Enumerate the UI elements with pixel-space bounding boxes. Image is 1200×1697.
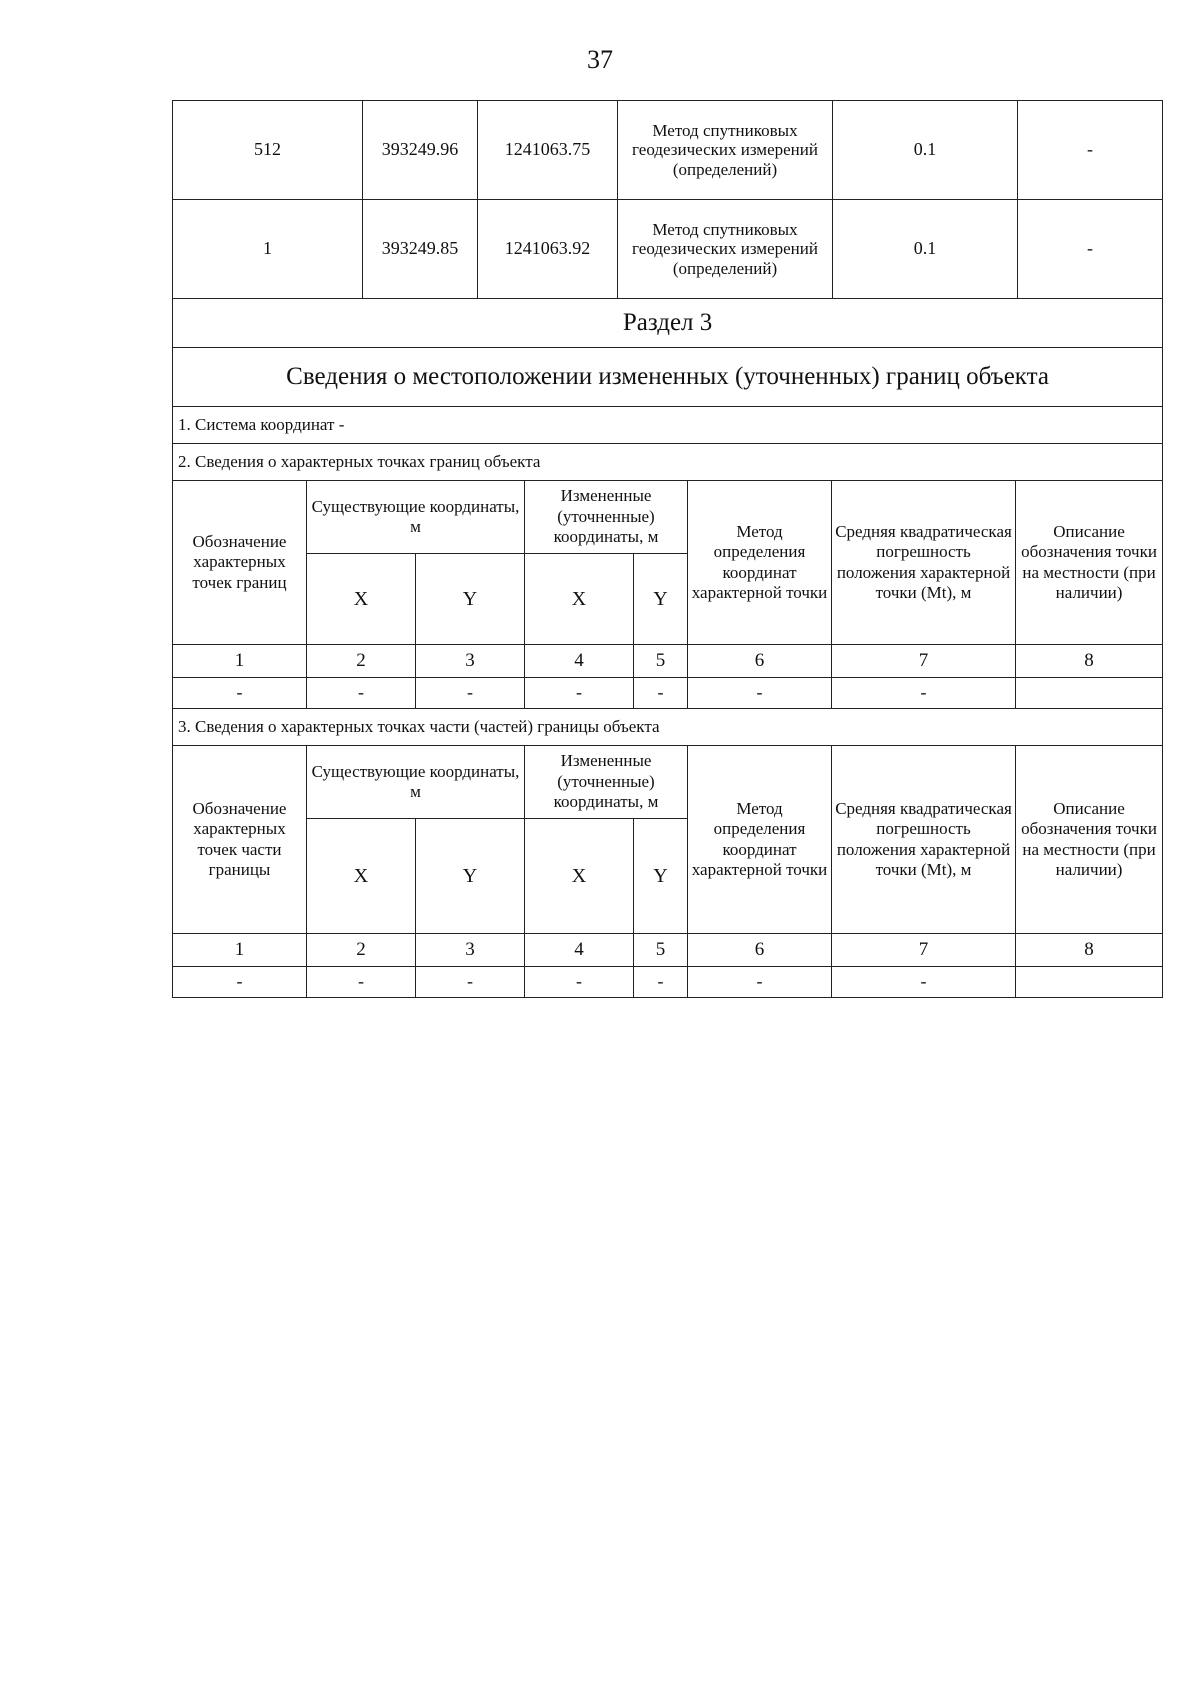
col-number: 5: [634, 934, 688, 967]
coordinate-system: 1. Система координат -: [173, 407, 1163, 444]
header-method: Метод определения координат характерной точки: [688, 481, 832, 645]
header-changed-coords: Измененные (уточненные) координаты, м: [525, 746, 688, 819]
table-cell: -: [173, 678, 307, 709]
table-cell: -: [688, 678, 832, 709]
table-cell: -: [307, 678, 416, 709]
header-y: Y: [634, 554, 688, 645]
coordinates-table-top: [172, 100, 1163, 299]
section-3-table: [172, 299, 1163, 998]
page-number: 37: [587, 45, 613, 74]
col-number: 7: [832, 645, 1016, 678]
header-existing-coords: Существующие координаты, м: [307, 481, 525, 554]
header-x: X: [307, 819, 416, 934]
table-cell: -: [832, 967, 1016, 998]
table-cell: -: [416, 678, 525, 709]
col-number: 2: [307, 645, 416, 678]
coord-y: 1241063.75: [478, 101, 618, 200]
method-cell: Метод спутниковых геодезических измерений (определений): [618, 200, 833, 299]
header-changed-coords: Измененные (уточненные) координаты, м: [525, 481, 688, 554]
col-number: 7: [832, 934, 1016, 967]
point-number: 512: [173, 101, 363, 200]
col-number: 3: [416, 645, 525, 678]
table-cell: [1016, 678, 1163, 709]
header-y: Y: [416, 554, 525, 645]
header-accuracy: Средняя квадратическая погрешность положения характерной точки (Mt), м: [832, 746, 1016, 934]
table-cell: [1016, 967, 1163, 998]
accuracy-cell: 0.1: [833, 200, 1018, 299]
header-point-designation: Обозначение характерных точек части границы: [173, 746, 307, 934]
column-number-row: [173, 934, 1163, 967]
header-x: X: [525, 819, 634, 934]
col-number: 6: [688, 645, 832, 678]
col-number: 6: [688, 934, 832, 967]
col-number: 5: [634, 645, 688, 678]
table-cell: -: [173, 967, 307, 998]
header-y: Y: [416, 819, 525, 934]
header-row: [173, 481, 1163, 554]
col-number: 4: [525, 645, 634, 678]
col-number: 1: [173, 934, 307, 967]
col-number: 2: [307, 934, 416, 967]
coord-x: 393249.85: [363, 200, 478, 299]
col-number: 8: [1016, 645, 1163, 678]
coord-x: 393249.96: [363, 101, 478, 200]
col-number: 3: [416, 934, 525, 967]
method-cell: Метод спутниковых геодезических измерений (определений): [618, 101, 833, 200]
table-cell: -: [832, 678, 1016, 709]
table-cell: -: [525, 678, 634, 709]
header-y: Y: [634, 819, 688, 934]
table-row: [173, 678, 1163, 709]
col-number: 4: [525, 934, 634, 967]
parts-subtitle: 3. Сведения о характерных точках части (частей) границы объекта: [173, 709, 1163, 746]
header-point-designation: Обозначение характерных точек границ: [173, 481, 307, 645]
header-accuracy: Средняя квадратическая погрешность положения характерной точки (Mt), м: [832, 481, 1016, 645]
table-cell: -: [634, 678, 688, 709]
section-title: Раздел 3: [173, 299, 1163, 348]
header-existing-coords: Существующие координаты, м: [307, 746, 525, 819]
table-row: [173, 101, 1163, 200]
coord-y: 1241063.92: [478, 200, 618, 299]
accuracy-cell: 0.1: [833, 101, 1018, 200]
table-cell: -: [416, 967, 525, 998]
document-table-container: [172, 100, 1162, 998]
table-cell: -: [688, 967, 832, 998]
table-row: [173, 967, 1163, 998]
header-method: Метод определения координат характерной точки: [688, 746, 832, 934]
table-row: [173, 200, 1163, 299]
table-cell: -: [307, 967, 416, 998]
header-x: X: [525, 554, 634, 645]
header-row: [173, 746, 1163, 819]
description-cell: -: [1018, 101, 1163, 200]
col-number: 1: [173, 645, 307, 678]
description-cell: -: [1018, 200, 1163, 299]
points-subtitle: 2. Сведения о характерных точках границ объекта: [173, 444, 1163, 481]
column-number-row: [173, 645, 1163, 678]
col-number: 8: [1016, 934, 1163, 967]
header-description: Описание обозначения точки на местности (при наличии): [1016, 481, 1163, 645]
table-cell: -: [634, 967, 688, 998]
section-heading: Сведения о местоположении измененных (уточненных) границ объекта: [173, 348, 1163, 407]
table-cell: -: [525, 967, 634, 998]
header-x: X: [307, 554, 416, 645]
point-number: 1: [173, 200, 363, 299]
header-description: Описание обозначения точки на местности (при наличии): [1016, 746, 1163, 934]
